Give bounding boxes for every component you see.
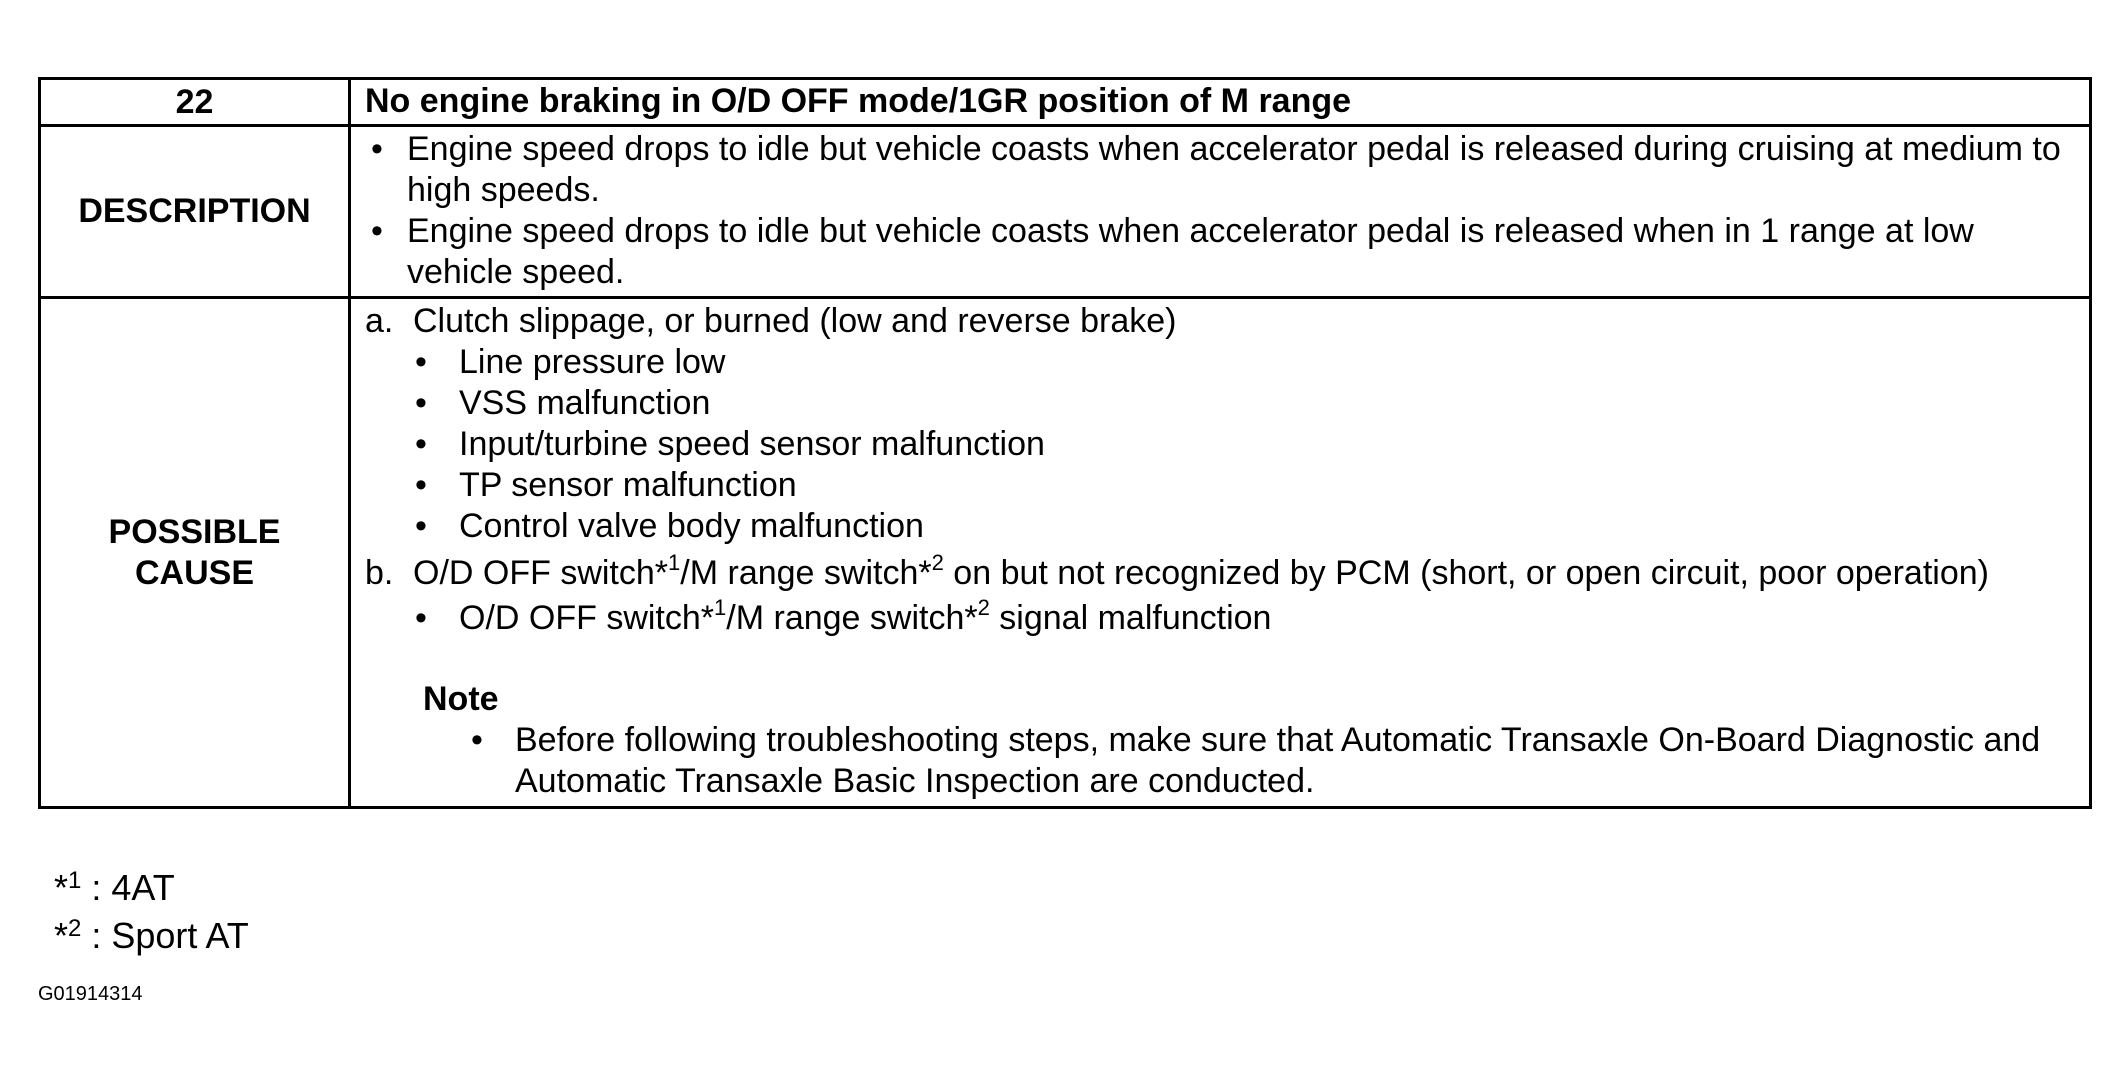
description-content	[350, 126, 2091, 298]
bullet-icon: •	[415, 384, 427, 422]
cause-b-item: • O/D OFF switch*$^1$/M range switch*$^2$ signal malfunction	[415, 595, 1272, 637]
bullet-icon: •	[415, 507, 427, 545]
bullet-icon: •	[471, 721, 483, 759]
possible-cause-row	[40, 298, 2091, 808]
symptom-title: No engine braking in O/D OFF mode/1GR position of M range	[350, 79, 2091, 126]
cause-a: a. Clutch slippage, or burned (low and reverse brake)	[365, 302, 1177, 340]
description-item: • Engine speed drops to idle but vehicle coasts when accelerator pedal is released when in 1 range at low vehicle speed.	[365, 211, 2077, 293]
cause-a-item: • Input/turbine speed sensor malfunction	[415, 425, 1045, 463]
description-row	[40, 126, 2091, 298]
cause-a-item: • Control valve body malfunction	[415, 507, 924, 545]
cause-a-item: • TP sensor malfunction	[415, 466, 797, 504]
bullet-icon: •	[371, 130, 383, 168]
note-label: Note	[423, 680, 499, 718]
figure-id: G01914314	[38, 983, 143, 1005]
bullet-icon: •	[415, 466, 427, 504]
possible-cause-content	[350, 298, 2091, 808]
possible-cause-label: POSSIBLE CAUSE	[40, 298, 350, 808]
troubleshooting-table	[38, 77, 2092, 809]
header-row	[40, 79, 2091, 126]
bullet-icon: •	[415, 343, 427, 381]
bullet-icon: •	[415, 599, 427, 637]
cause-a-item: • VSS malfunction	[415, 384, 711, 422]
description-item: • Engine speed drops to idle but vehicle coasts when accelerator pedal is released during cruising at medium to high speeds.	[365, 129, 2077, 211]
item-number: 22	[40, 79, 350, 126]
cause-a-item: • Line pressure low	[415, 343, 726, 381]
footnote-1: *$^1$ : 4AT	[54, 867, 175, 908]
note-item: • Before following troubleshooting steps, make sure that Automatic Transaxle On-Board Diagnostic and Automatic Transaxle Basic Inspection are conducted.	[471, 721, 2041, 800]
bullet-icon: •	[371, 212, 383, 250]
footnote-2: *$^2$ : Sport AT	[54, 915, 249, 956]
cause-b: b. O/D OFF switch*$^1$/M range switch*$^2$ on but not recognized by PCM (short, or open circuit, poor operation)	[365, 550, 1989, 592]
description-label: DESCRIPTION	[40, 126, 350, 298]
bullet-icon: •	[415, 425, 427, 463]
